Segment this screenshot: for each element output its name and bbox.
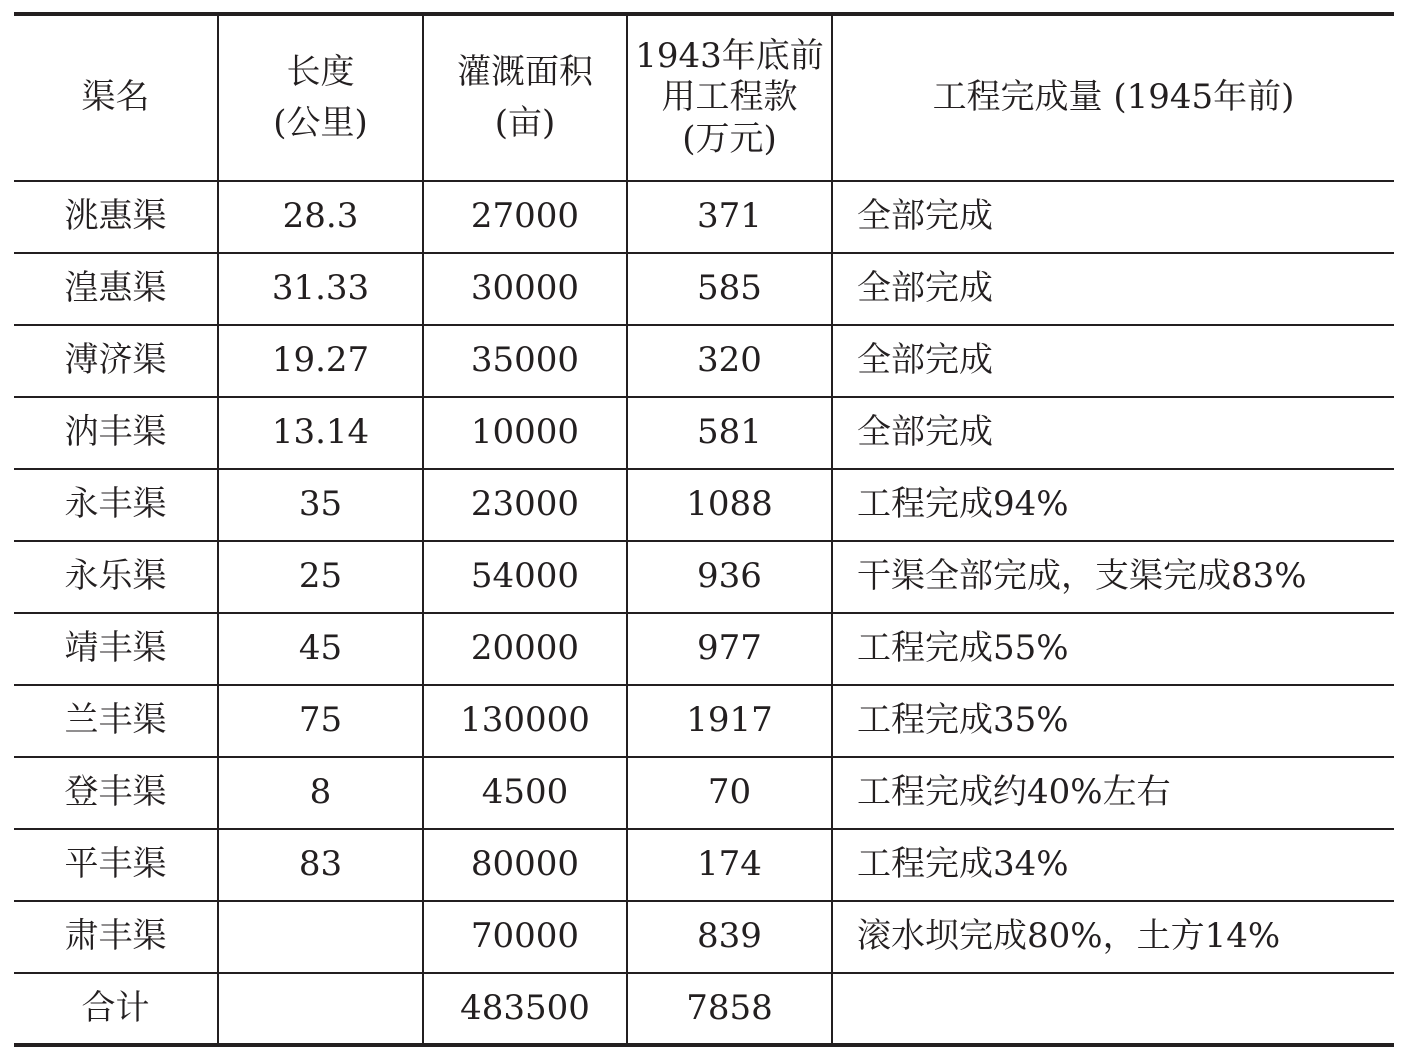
table-header: [14, 14, 1394, 181]
cell-area: 27000: [423, 181, 627, 253]
cell-completion: 全部完成: [832, 325, 1394, 397]
table-row: [14, 397, 1394, 469]
cell-canal-name: 永丰渠: [14, 469, 218, 541]
cell-completion: 工程完成55%: [832, 613, 1394, 685]
total-row: [14, 973, 1394, 1045]
cell-length: 25: [218, 541, 423, 613]
cell-length: 13.14: [218, 397, 423, 469]
canal-table: [14, 12, 1394, 1047]
cell-canal-name: 平丰渠: [14, 829, 218, 901]
cell-completion: 干渠全部完成，支渠完成83%: [832, 541, 1394, 613]
table-row: [14, 829, 1394, 901]
cell-canal-name: 肃丰渠: [14, 901, 218, 973]
cell-cost: 371: [627, 181, 832, 253]
cell-completion: 全部完成: [832, 253, 1394, 325]
cell-area: 54000: [423, 541, 627, 613]
header-length-label: 长度: [286, 51, 355, 92]
header-completion: 工程完成量 (1945年前): [832, 14, 1394, 181]
cell-completion: 滚水坝完成80%，土方14%: [832, 901, 1394, 973]
cell-length: 31.33: [218, 253, 423, 325]
cell-completion: 工程完成35%: [832, 685, 1394, 757]
cell-area: 20000: [423, 613, 627, 685]
cell-area: 4500: [423, 757, 627, 829]
cell-cost: 174: [627, 829, 832, 901]
table-row: [14, 685, 1394, 757]
cell-length: [218, 901, 423, 973]
cell-completion: [832, 973, 1394, 1045]
cell-canal-name: 兰丰渠: [14, 685, 218, 757]
table-row: [14, 613, 1394, 685]
cell-area: 80000: [423, 829, 627, 901]
cell-completion: 工程完成94%: [832, 469, 1394, 541]
cell-cost: 1088: [627, 469, 832, 541]
cell-area: 23000: [423, 469, 627, 541]
header-cost-unit: (万元): [682, 118, 777, 159]
table-row: [14, 181, 1394, 253]
cell-canal-name: 汭丰渠: [14, 397, 218, 469]
table-row: [14, 901, 1394, 973]
cell-cost: 581: [627, 397, 832, 469]
cell-canal-name: 登丰渠: [14, 757, 218, 829]
cell-cost: 585: [627, 253, 832, 325]
cell-cost: 839: [627, 901, 832, 973]
cell-canal-name: 靖丰渠: [14, 613, 218, 685]
cell-cost: 936: [627, 541, 832, 613]
header-project-cost: [627, 14, 832, 181]
cell-length: [218, 973, 423, 1045]
cell-total-label: 合计: [14, 973, 218, 1045]
cell-length: 19.27: [218, 325, 423, 397]
cell-completion: 工程完成约40%左右: [832, 757, 1394, 829]
cell-canal-name: 溥济渠: [14, 325, 218, 397]
table-row: [14, 253, 1394, 325]
cell-completion: 工程完成34%: [832, 829, 1394, 901]
header-irrigated-area: [423, 14, 627, 181]
cell-total-cost: 7858: [627, 973, 832, 1045]
cell-length: 83: [218, 829, 423, 901]
header-row: [14, 14, 1394, 181]
cell-length: 75: [218, 685, 423, 757]
table-row: [14, 757, 1394, 829]
header-cost-line1: 1943年底前: [635, 35, 824, 76]
cell-area: 130000: [423, 685, 627, 757]
cell-cost: 70: [627, 757, 832, 829]
cell-area: 10000: [423, 397, 627, 469]
cell-length: 35: [218, 469, 423, 541]
header-area-label: 灌溉面积: [457, 51, 593, 92]
header-canal-name: 渠名: [14, 14, 218, 181]
header-length: [218, 14, 423, 181]
cell-cost: 1917: [627, 685, 832, 757]
header-area-unit: (亩): [494, 103, 556, 143]
cell-length: 28.3: [218, 181, 423, 253]
cell-cost: 977: [627, 613, 832, 685]
table-row: [14, 325, 1394, 397]
cell-area: 35000: [423, 325, 627, 397]
table-row: [14, 469, 1394, 541]
cell-area: 30000: [423, 253, 627, 325]
cell-completion: 全部完成: [832, 397, 1394, 469]
header-cost-line2: 用工程款: [661, 77, 798, 118]
cell-canal-name: 洮惠渠: [14, 181, 218, 253]
cell-length: 45: [218, 613, 423, 685]
cell-completion: 全部完成: [832, 181, 1394, 253]
cell-total-area: 483500: [423, 973, 627, 1045]
table-body: [14, 181, 1394, 1045]
cell-canal-name: 永乐渠: [14, 541, 218, 613]
header-length-unit: (公里): [273, 103, 368, 143]
table-row: [14, 541, 1394, 613]
cell-cost: 320: [627, 325, 832, 397]
cell-canal-name: 湟惠渠: [14, 253, 218, 325]
cell-length: 8: [218, 757, 423, 829]
cell-area: 70000: [423, 901, 627, 973]
